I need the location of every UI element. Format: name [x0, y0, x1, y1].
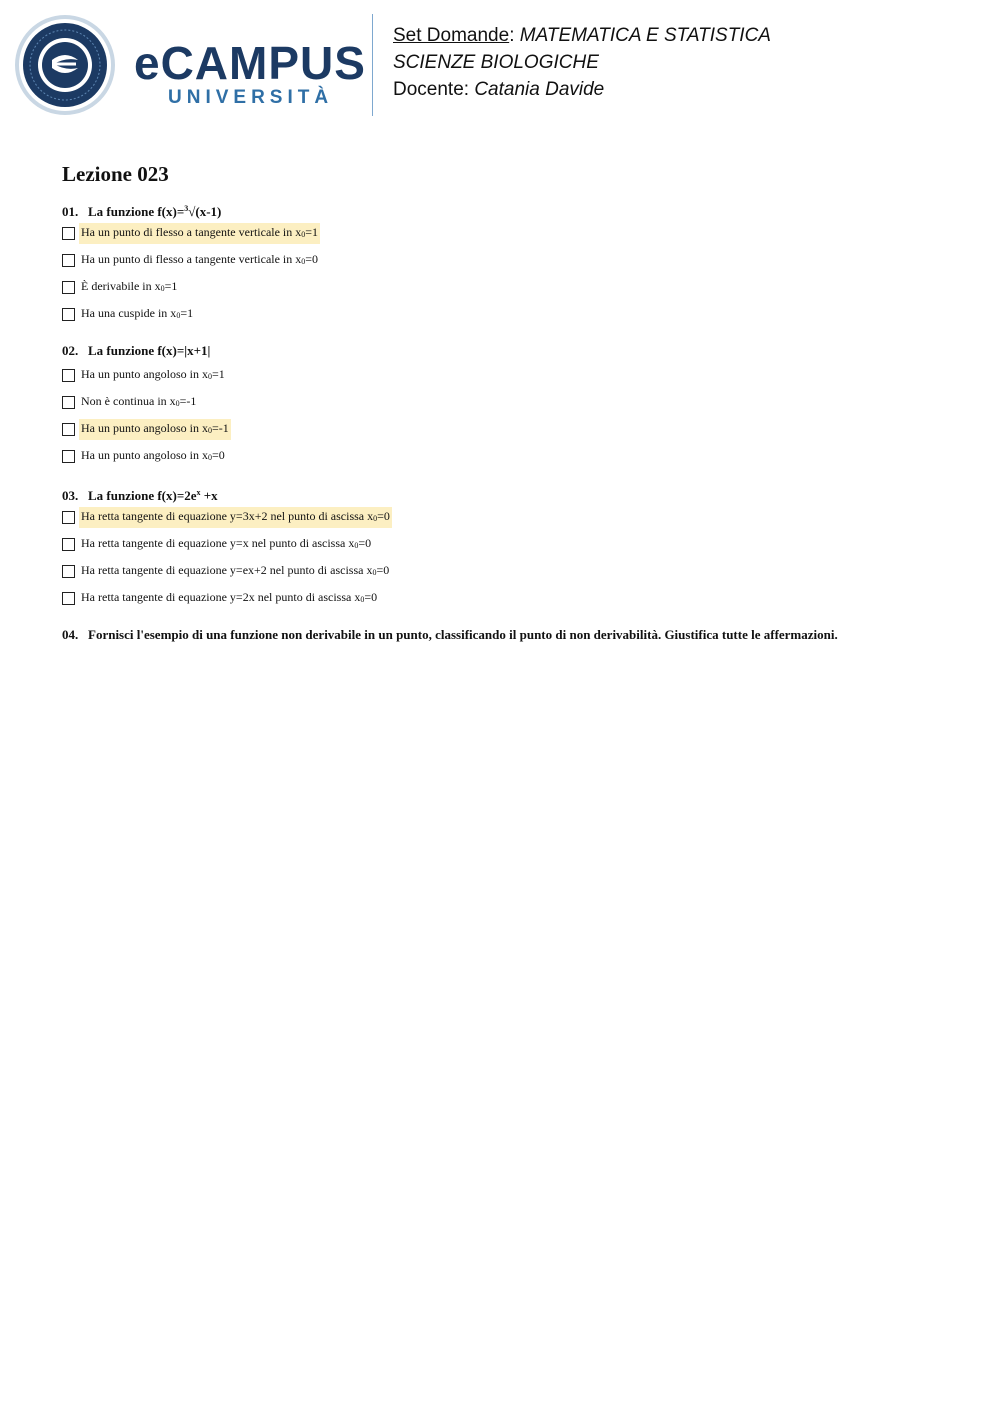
answer-text-part: Ha retta tangente di equazione y=x nel punto di ascissa x [81, 536, 355, 550]
course-name: SCIENZE BIOLOGICHE [393, 52, 599, 73]
answer-subscript: 0 [176, 311, 181, 320]
question-block [62, 482, 962, 612]
question-heading [62, 624, 962, 646]
ecampus-wordmark-logo [134, 37, 366, 110]
answer-subscript: 0 [360, 595, 365, 604]
answer-text-part: Ha un punto di flesso a tangente verticale in x [81, 225, 302, 239]
question-number: 04. [62, 627, 79, 642]
answer-text [79, 365, 227, 386]
set-label: Set Domande [393, 25, 510, 46]
answer-text [79, 223, 320, 244]
question-text: La funzione f(x)=|x+1| [88, 343, 211, 358]
lesson-title: Lezione 023 [62, 162, 169, 186]
answer-text-part: Ha retta tangente di equazione y=2x nel punto di ascissa x [81, 590, 361, 604]
answer-option[interactable] [62, 389, 962, 416]
answer-checkbox[interactable] [62, 254, 75, 267]
question-heading [62, 482, 962, 504]
answer-option[interactable] [62, 220, 962, 247]
answer-subscript: 0 [354, 541, 359, 550]
answer-text-part: Ha un punto di flesso a tangente verticale in x [81, 252, 302, 266]
answer-text-part: =-1 [212, 421, 229, 435]
teacher-label: Docente: [393, 79, 470, 100]
answer-text-part: Non è continua in x [81, 394, 176, 408]
answer-text-part: Ha retta tangente di equazione y=3x+2 nel punto di ascissa x [81, 509, 374, 523]
answer-text [79, 534, 373, 555]
answer-option[interactable] [62, 504, 962, 531]
answer-text [79, 304, 195, 325]
question-heading [62, 340, 962, 362]
answer-checkbox[interactable] [62, 281, 75, 294]
question-block [62, 340, 962, 470]
answer-text-part: =0 [376, 563, 390, 577]
question-text [88, 488, 218, 503]
answer-subscript: 0 [373, 514, 378, 523]
answer-text [79, 561, 391, 582]
answer-checkbox[interactable] [62, 423, 75, 436]
answer-subscript: 0 [208, 372, 212, 381]
answer-text-part: =1 [164, 279, 178, 293]
answer-checkbox[interactable] [62, 396, 75, 409]
answer-text-part: Ha un punto angoloso in x [81, 421, 208, 435]
answer-text-part: Ha una cuspide in x [81, 306, 177, 320]
teacher-name: Catania Davide [474, 79, 605, 100]
answer-subscript: 0 [301, 230, 306, 239]
answer-checkbox[interactable] [62, 308, 75, 321]
question-number: 01. [62, 204, 79, 219]
logo-name: eCAMPUS [134, 37, 366, 89]
answer-subscript: 0 [208, 453, 212, 462]
answer-option[interactable] [62, 585, 962, 612]
question-text-part: La funzione f(x)=2e [88, 488, 197, 503]
question-heading [62, 198, 962, 220]
answer-option[interactable] [62, 531, 962, 558]
set-line: Set Domande: MATEMATICA E STATISTICA [393, 25, 771, 46]
answer-option[interactable] [62, 362, 962, 389]
answer-text [79, 277, 179, 298]
question-block [62, 624, 962, 646]
question-superscript: x [196, 488, 201, 497]
answer-option[interactable] [62, 443, 962, 470]
answer-text-part: =0 [305, 252, 319, 266]
teacher-line [393, 76, 771, 103]
answer-checkbox[interactable] [62, 538, 75, 551]
answer-text-part: =1 [212, 367, 225, 381]
page-header [14, 14, 814, 118]
answer-subscript: 0 [160, 284, 165, 293]
answer-text-part: =0 [212, 448, 225, 462]
answer-checkbox[interactable] [62, 227, 75, 240]
answer-option[interactable] [62, 558, 962, 585]
answer-text [79, 446, 227, 467]
question-text-part: La funzione f(x)= [88, 204, 185, 219]
answer-text-part: Ha un punto angoloso in x [81, 367, 208, 381]
logo-subtitle: UNIVERSITÀ [168, 87, 334, 108]
answer-text-part: =0 [364, 590, 378, 604]
answer-text-part: Ha retta tangente di equazione y=ex+2 nel punto di ascissa x [81, 563, 373, 577]
question-text-part: +x [200, 488, 218, 503]
answer-checkbox[interactable] [62, 592, 75, 605]
answer-subscript: 0 [208, 426, 212, 435]
answer-option[interactable] [62, 416, 962, 443]
answer-text-part: =0 [358, 536, 372, 550]
question-number: 03. [62, 488, 79, 503]
answer-text-part: =1 [305, 225, 319, 239]
university-seal-logo [14, 14, 116, 116]
question-superscript: 3 [184, 204, 189, 213]
question-block [62, 198, 962, 328]
question-number: 02. [62, 343, 79, 358]
answer-text-part: =1 [180, 306, 194, 320]
answer-option[interactable] [62, 247, 962, 274]
answer-text [79, 392, 198, 413]
answer-checkbox[interactable] [62, 369, 75, 382]
set-value: MATEMATICA E STATISTICA [519, 25, 771, 46]
answer-text [79, 507, 392, 528]
question-set [62, 160, 962, 658]
answer-text-part: Ha un punto angoloso in x [81, 448, 208, 462]
answer-checkbox[interactable] [62, 450, 75, 463]
answer-text-part: =-1 [179, 394, 197, 408]
header-divider [372, 14, 373, 116]
answer-text [79, 419, 231, 440]
header-meta [393, 22, 771, 103]
answer-text [79, 588, 379, 609]
answer-checkbox[interactable] [62, 511, 75, 524]
question-text [88, 204, 221, 219]
answer-option[interactable] [62, 274, 962, 301]
answer-subscript: 0 [301, 257, 306, 266]
answer-option[interactable] [62, 301, 962, 328]
answer-text-part: È derivabile in x [81, 279, 161, 293]
answer-subscript: 0 [175, 399, 180, 408]
question-text: Fornisci l'esempio di una funzione non derivabile in un punto, classificando il punto di non derivabilità. Giustifica tutte le affermazioni. [88, 627, 838, 642]
answer-checkbox[interactable] [62, 565, 75, 578]
answer-subscript: 0 [372, 568, 377, 577]
answer-text-part: =0 [377, 509, 390, 523]
answer-text [79, 250, 320, 271]
question-text-part: √(x-1) [188, 204, 222, 219]
